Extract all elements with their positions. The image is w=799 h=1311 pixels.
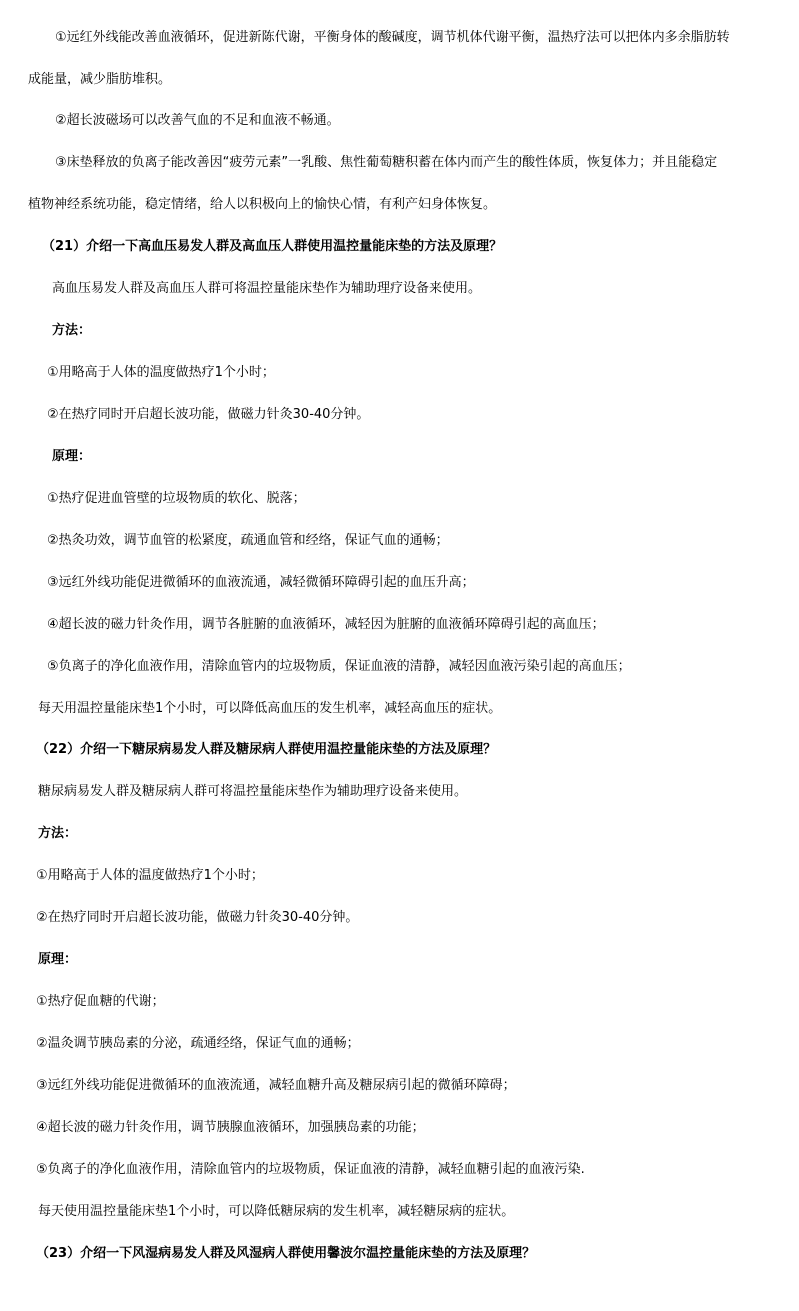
list-item: ③远红外线功能促进微循环的血液流通，减轻血糖升高及糖尿病引起的微循环障碍； — [36, 1078, 516, 1093]
list-item: ①热疗促血糖的代谢； — [36, 994, 165, 1009]
question-heading: （21）介绍一下高血压易发人群及高血压人群使用温控量能床垫的方法及原理？ — [42, 239, 503, 254]
section-label: 原理： — [52, 449, 92, 464]
list-item: ④超长波的磁力针灸作用，调节胰腺血液循环，加强胰岛素的功能； — [36, 1120, 425, 1135]
paragraph-line: ②超长波磁场可以改善气血的不足和血液不畅通。 — [55, 113, 340, 128]
paragraph-line: 每天用温控量能床垫1个小时，可以降低高血压的发生机率，减轻高血压的症状。 — [38, 701, 502, 716]
list-item: ②热灸功效，调节血管的松紧度，疏通血管和经络，保证气血的通畅； — [47, 533, 449, 548]
question-heading: （23）介绍一下风湿病易发人群及风湿病人群使用馨波尔温控量能床垫的方法及原理？ — [36, 1246, 536, 1261]
list-item: ①用略高于人体的温度做热疗1个小时； — [36, 868, 264, 883]
list-item: ⑤负离子的净化血液作用，清除血管内的垃圾物质，保证血液的清静，减轻血糖引起的血液污染. — [36, 1162, 585, 1177]
list-item: ①用略高于人体的温度做热疗1个小时； — [47, 365, 275, 380]
paragraph-line: ①远红外线能改善血液循环，促进新陈代谢，平衡身体的酸碱度，调节机体代谢平衡，温热疗法可以把体内多余脂肪转 — [55, 30, 730, 45]
list-item: ②温灸调节胰岛素的分泌，疏通经络，保证气血的通畅； — [36, 1036, 360, 1051]
paragraph-line: 成能量，减少脂肪堆积。 — [28, 72, 172, 87]
section-label: 原理： — [38, 952, 78, 967]
list-item: ②在热疗同时开启超长波功能，做磁力针灸30-40分钟。 — [36, 910, 359, 925]
paragraph-line: ③床垫释放的负离子能改善因“疲劳元素”一乳酸、焦性葡萄糖积蓄在体内而产生的酸性体质，恢复体力；并且能稳定 — [55, 155, 718, 170]
list-item: ⑤负离子的净化血液作用，清除血管内的垃圾物质，保证血液的清静，减轻因血液污染引起的高血压； — [47, 659, 631, 674]
paragraph-line: 高血压易发人群及高血压人群可将温控量能床垫作为辅助理疗设备来使用。 — [52, 281, 482, 296]
paragraph-line: 糖尿病易发人群及糖尿病人群可将温控量能床垫作为辅助理疗设备来使用。 — [38, 784, 468, 799]
paragraph-line: 每天使用温控量能床垫1个小时，可以降低糖尿病的发生机率，减轻糖尿病的症状。 — [38, 1204, 515, 1219]
list-item: ③远红外线功能促进微循环的血液流通，减轻微循环障碍引起的血压升高； — [47, 575, 475, 590]
list-item: ②在热疗同时开启超长波功能，做磁力针灸30-40分钟。 — [47, 407, 370, 422]
list-item: ①热疗促进血管壁的垃圾物质的软化、脱落； — [47, 491, 306, 506]
question-heading: （22）介绍一下糖尿病易发人群及糖尿病人群使用温控量能床垫的方法及原理？ — [36, 742, 497, 757]
list-item: ④超长波的磁力针灸作用，调节各脏腑的血液循环，减轻因为脏腑的血液循环障碍引起的高血压； — [47, 617, 605, 632]
paragraph-line: 植物神经系统功能，稳定情绪，给人以积极向上的愉快心情，有利产妇身体恢复。 — [28, 197, 497, 212]
section-label: 方法： — [38, 826, 78, 841]
section-label: 方法： — [52, 323, 92, 338]
